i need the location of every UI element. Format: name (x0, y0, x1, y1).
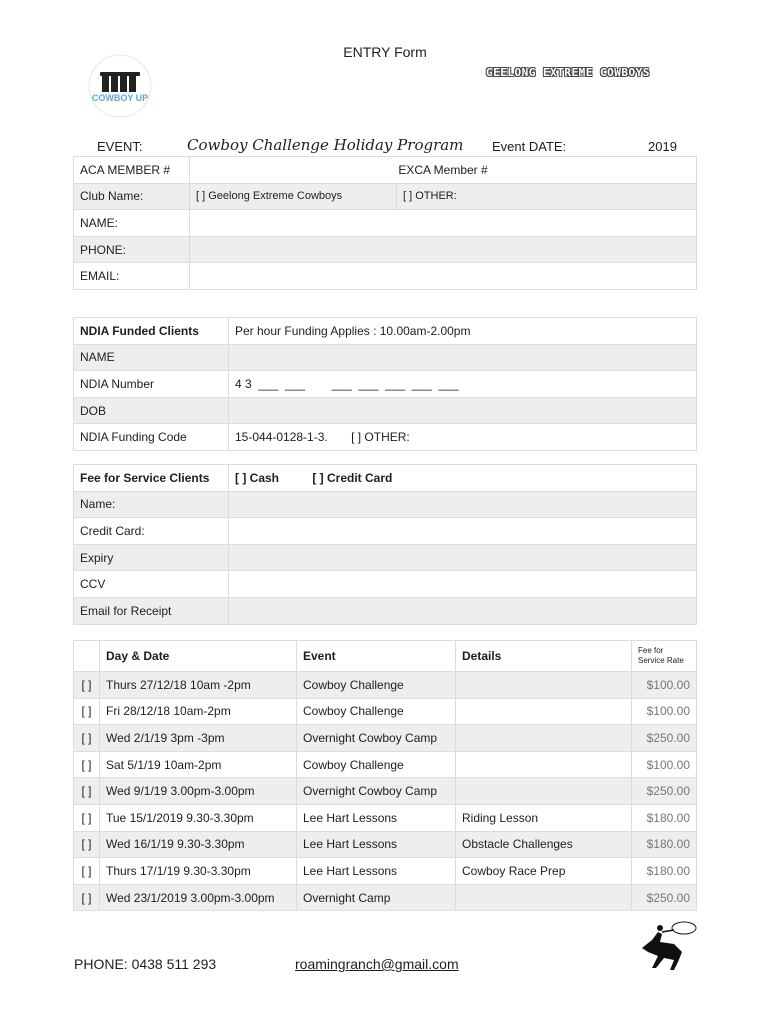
row-checkbox[interactable]: [ ] (74, 831, 100, 858)
row-checkbox[interactable]: [ ] (74, 884, 100, 911)
footer-email-link[interactable]: roamingranch@gmail.com (295, 956, 459, 972)
table-row (74, 778, 697, 805)
row-fee: $100.00 (632, 751, 697, 778)
event-label: EVENT: (97, 139, 143, 154)
fee-header-label: Fee for Service Clients (74, 465, 229, 492)
page-title: ENTRY Form (343, 44, 427, 60)
receipt-email-field[interactable] (229, 597, 697, 624)
row-checkbox[interactable]: [ ] (74, 672, 100, 699)
brand-name: GEELONG EXTREME COWBOYS (486, 66, 650, 79)
table-row (74, 698, 697, 725)
col-details: Details (456, 641, 632, 672)
expiry-label: Expiry (74, 544, 229, 571)
schedule-table (73, 640, 697, 911)
table-row (74, 884, 697, 911)
row-event: Cowboy Challenge (297, 672, 456, 699)
row-checkbox[interactable]: [ ] (74, 804, 100, 831)
col-day-date: Day & Date (100, 641, 297, 672)
ndia-dob-field[interactable] (229, 397, 697, 424)
event-year: 2019 (648, 139, 677, 154)
row-checkbox[interactable]: [ ] (74, 698, 100, 725)
ndia-header-note: Per hour Funding Applies : 10.00am-2.00pm (229, 318, 697, 345)
email-label: EMAIL: (74, 263, 190, 290)
roping-cowboy-icon (634, 918, 698, 974)
row-day-date: Wed 9/1/19 3.00pm-3.00pm (100, 778, 297, 805)
ndia-number-field[interactable]: 4 3 ___ ___ ___ ___ ___ ___ ___ (229, 371, 697, 398)
ccv-label: CCV (74, 571, 229, 598)
fee-table (73, 464, 697, 625)
table-row (74, 751, 697, 778)
table-row (74, 672, 697, 699)
name-field[interactable] (190, 210, 697, 237)
row-fee: $100.00 (632, 698, 697, 725)
row-fee: $180.00 (632, 858, 697, 885)
ndia-code-label: NDIA Funding Code (74, 424, 229, 451)
credit-card-field[interactable] (229, 518, 697, 545)
ndia-dob-label: DOB (74, 397, 229, 424)
row-event: Lee Hart Lessons (297, 831, 456, 858)
row-event: Lee Hart Lessons (297, 858, 456, 885)
ndia-name-label: NAME (74, 344, 229, 371)
row-fee: $180.00 (632, 804, 697, 831)
row-details (456, 778, 632, 805)
name-label: NAME: (74, 210, 190, 237)
row-fee: $250.00 (632, 778, 697, 805)
row-day-date: Thurs 17/1/19 9.30-3.30pm (100, 858, 297, 885)
footer-phone: PHONE: 0438 511 293 (74, 956, 217, 972)
row-details (456, 725, 632, 752)
row-details (456, 884, 632, 911)
row-day-date: Thurs 27/12/18 10am -2pm (100, 672, 297, 699)
row-event: Cowboy Challenge (297, 751, 456, 778)
row-event: Overnight Camp (297, 884, 456, 911)
row-event: Overnight Cowboy Camp (297, 778, 456, 805)
row-checkbox[interactable]: [ ] (74, 778, 100, 805)
fee-name-field[interactable] (229, 491, 697, 518)
row-details: Riding Lesson (456, 804, 632, 831)
row-details (456, 672, 632, 699)
row-day-date: Wed 2/1/19 3pm -3pm (100, 725, 297, 752)
ccv-field[interactable] (229, 571, 697, 598)
phone-label: PHONE: (74, 236, 190, 263)
row-checkbox[interactable]: [ ] (74, 751, 100, 778)
row-day-date: Tue 15/1/2019 9.30-3.30pm (100, 804, 297, 831)
table-row (74, 831, 697, 858)
row-day-date: Wed 16/1/19 9.30-3.30pm (100, 831, 297, 858)
row-fee: $180.00 (632, 831, 697, 858)
row-details: Cowboy Race Prep (456, 858, 632, 885)
row-details: Obstacle Challenges (456, 831, 632, 858)
table-row (74, 804, 697, 831)
table-row (74, 725, 697, 752)
row-details (456, 698, 632, 725)
row-day-date: Fri 28/12/18 10am-2pm (100, 698, 297, 725)
club-name-label: Club Name: (74, 183, 190, 210)
event-date-label: Event DATE: (492, 139, 567, 154)
exca-member-label[interactable]: EXCA Member # (190, 157, 697, 184)
row-event: Cowboy Challenge (297, 698, 456, 725)
ndia-table (73, 317, 697, 451)
ndia-number-label: NDIA Number (74, 371, 229, 398)
col-event: Event (297, 641, 456, 672)
receipt-email-label: Email for Receipt (74, 597, 229, 624)
ndia-header-label: NDIA Funded Clients (74, 318, 229, 345)
svg-text:COWBOY UP: COWBOY UP (91, 93, 149, 103)
ndia-code-field[interactable]: 15-044-0128-1-3. [ ] OTHER: (229, 424, 697, 451)
event-name: Cowboy Challenge Holiday Program (187, 136, 464, 154)
club-option-geelong[interactable]: [ ] Geelong Extreme Cowboys (190, 183, 397, 210)
credit-card-label: Credit Card: (74, 518, 229, 545)
row-details (456, 751, 632, 778)
row-checkbox[interactable]: [ ] (74, 858, 100, 885)
expiry-field[interactable] (229, 544, 697, 571)
row-fee: $250.00 (632, 725, 697, 752)
cowboy-up-logo (82, 54, 158, 118)
schedule-header-check (74, 641, 100, 672)
row-event: Overnight Cowboy Camp (297, 725, 456, 752)
member-table (73, 156, 697, 290)
phone-field[interactable] (190, 236, 697, 263)
col-fee: Fee for Service Rate (632, 641, 697, 672)
row-day-date: Sat 5/1/19 10am-2pm (100, 751, 297, 778)
email-field[interactable] (190, 263, 697, 290)
row-fee: $100.00 (632, 672, 697, 699)
fee-name-label: Name: (74, 491, 229, 518)
row-event: Lee Hart Lessons (297, 804, 456, 831)
row-fee: $250.00 (632, 884, 697, 911)
club-option-other[interactable]: [ ] OTHER: (397, 183, 697, 210)
row-day-date: Wed 23/1/2019 3.00pm-3.00pm (100, 884, 297, 911)
ndia-name-field[interactable] (229, 344, 697, 371)
row-checkbox[interactable]: [ ] (74, 725, 100, 752)
payment-options[interactable]: [ ] Cash [ ] Credit Card (229, 465, 697, 492)
aca-member-label: ACA MEMBER # (74, 157, 190, 184)
table-row (74, 858, 697, 885)
